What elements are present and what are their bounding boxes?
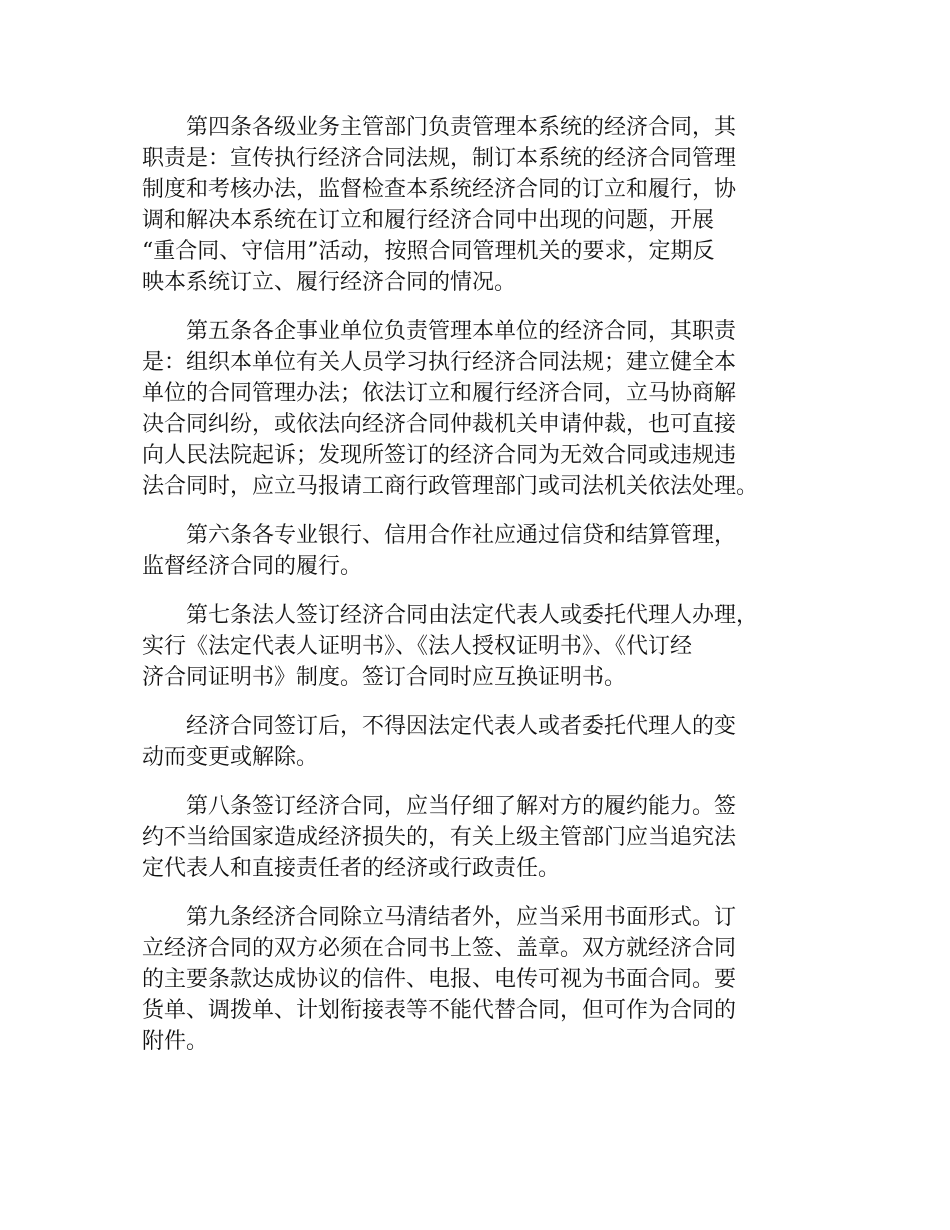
text-line: 制度和考核办法，监督检查本系统经济合同的订立和履行，协 xyxy=(142,177,737,202)
text-line: 经济合同签订后，不得因法定代表人或者委托代理人的变 xyxy=(186,714,737,739)
paragraph-article-6 xyxy=(142,520,822,582)
text-line: 是：组织本单位有关人员学习执行经济合同法规；建立健全本 xyxy=(142,350,737,375)
text-line: 的主要条款达成协议的信件、电报、电传可视为书面合同。要 xyxy=(142,967,737,992)
text-line: 动而变更或解除。 xyxy=(142,745,319,770)
text-line: 向人民法院起诉；发现所签订的经济合同为无效合同或违规违 xyxy=(142,443,737,468)
text-line: 实行《法定代表人证明书》、《法人授权证明书》、《代订经 xyxy=(142,634,693,659)
text-line: 立经济合同的双方必须在合同书上签、盖章。双方就经济合同 xyxy=(142,936,737,961)
text-line: 第七条法人签订经济合同由法定代表人或委托代理人办理， xyxy=(186,603,759,628)
paragraph-article-5 xyxy=(142,316,822,502)
paragraph-article-9 xyxy=(142,902,822,1057)
text-line: 决合同纠纷，或依法向经济合同仲裁机关申请仲裁，也可直接 xyxy=(142,412,737,437)
text-line: 调和解决本系统在订立和履行经济合同中出现的问题，开展 xyxy=(142,208,715,233)
text-line: 定代表人和直接责任者的经济或行政责任。 xyxy=(142,856,561,881)
text-line: 映本系统订立、履行经济合同的情况。 xyxy=(142,270,517,295)
text-line: 第八条签订经济合同，应当仔细了解对方的履约能力。签 xyxy=(186,794,737,819)
text-line: 单位的合同管理办法；依法订立和履行经济合同，立马协商解 xyxy=(142,381,737,406)
text-line: 第九条经济合同除立马清结者外，应当采用书面形式。订 xyxy=(186,905,737,930)
text-line: 第五条各企事业单位负责管理本单位的经济合同，其职责 xyxy=(186,319,737,344)
document-page xyxy=(142,112,822,1075)
text-line: 第四条各级业务主管部门负责管理本系统的经济合同，其 xyxy=(186,115,737,140)
text-line: 监督经济合同的履行。 xyxy=(142,554,363,579)
text-line: 附件。 xyxy=(142,1029,209,1054)
paragraph-article-7 xyxy=(142,600,822,693)
paragraph-article-7-continued xyxy=(142,711,822,773)
text-line: 第六条各专业银行、信用合作社应通过信贷和结算管理， xyxy=(186,523,737,548)
text-line: 货单、调拨单、计划衔接表等不能代替合同，但可作为合同的 xyxy=(142,998,737,1023)
text-line: 济合同证明书》制度。签订合同时应互换证明书。 xyxy=(142,665,627,690)
text-line: 法合同时，应立马报请工商行政管理部门或司法机关依法处理。 xyxy=(142,474,759,499)
paragraph-article-4 xyxy=(142,112,822,298)
text-line: 约不当给国家造成经济损失的，有关上级主管部门应当追究法 xyxy=(142,825,737,850)
text-line: “重合同、守信用”活动，按照合同管理机关的要求，定期反 xyxy=(142,239,715,264)
text-line: 职责是：宣传执行经济合同法规，制订本系统的经济合同管理 xyxy=(142,146,737,171)
paragraph-article-8 xyxy=(142,791,822,884)
